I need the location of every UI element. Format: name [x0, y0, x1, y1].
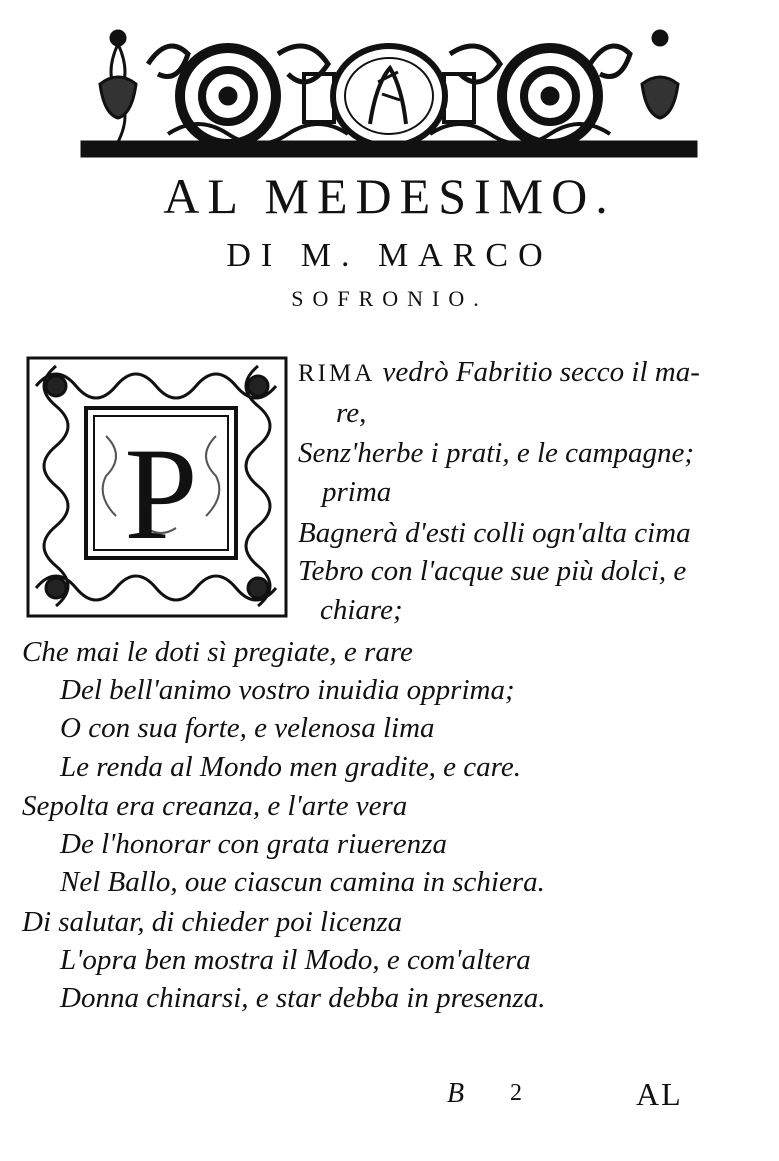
first-line-rest: vedrò Fabritio secco il ma- — [375, 356, 700, 388]
verse-line: Tebro con l'acque sue più dolci, e — [298, 555, 687, 587]
verse-line-1 — [298, 354, 700, 392]
verse-line: De l'honorar con grata riuerenza — [60, 828, 447, 860]
catchword: AL — [636, 1076, 683, 1112]
verse-line: chiare; — [320, 594, 403, 626]
verse-line: L'opra ben mostra il Modo, e com'altera — [60, 944, 531, 976]
ornamental-headpiece — [78, 24, 700, 164]
page-title: AL MEDESIMO. — [163, 168, 616, 224]
floral-border-icon — [26, 356, 288, 618]
verse-line: Di salutar, di chieder poi licenza — [22, 906, 403, 938]
decorated-initial — [26, 356, 288, 618]
verse-line: re, — [336, 397, 367, 429]
verse-line: Che mai le doti sì pregiate, e rare — [22, 636, 413, 668]
author-surname: SOFRONIO. — [291, 286, 488, 311]
verse-line: Le renda al Mondo men gradite, e care. — [60, 751, 521, 783]
author-byline: DI M. MARCO — [226, 237, 553, 274]
signature-mark: B — [447, 1078, 465, 1109]
verse-line: Bagnerà d'esti colli ogn'alta cima — [298, 517, 691, 549]
verse-line: Senz'herbe i prati, e le campagne; — [298, 437, 694, 469]
verse-line: Sepolta era creanza, e l'arte vera — [22, 790, 408, 822]
page-number: 2 — [510, 1080, 522, 1106]
verse-line: Nel Ballo, oue ciascun camina in schiera. — [60, 866, 545, 898]
verse-line: O con sua forte, e velenosa lima — [60, 712, 435, 744]
verse-line: Del bell'animo vostro inuidia opprima; — [60, 674, 515, 706]
first-word-smallcaps: RIMA — [298, 360, 376, 387]
verse-line: prima — [322, 476, 392, 508]
verse-line: Donna chinarsi, e star debba in presenza. — [60, 982, 546, 1014]
initial-letter: P — [124, 420, 198, 567]
